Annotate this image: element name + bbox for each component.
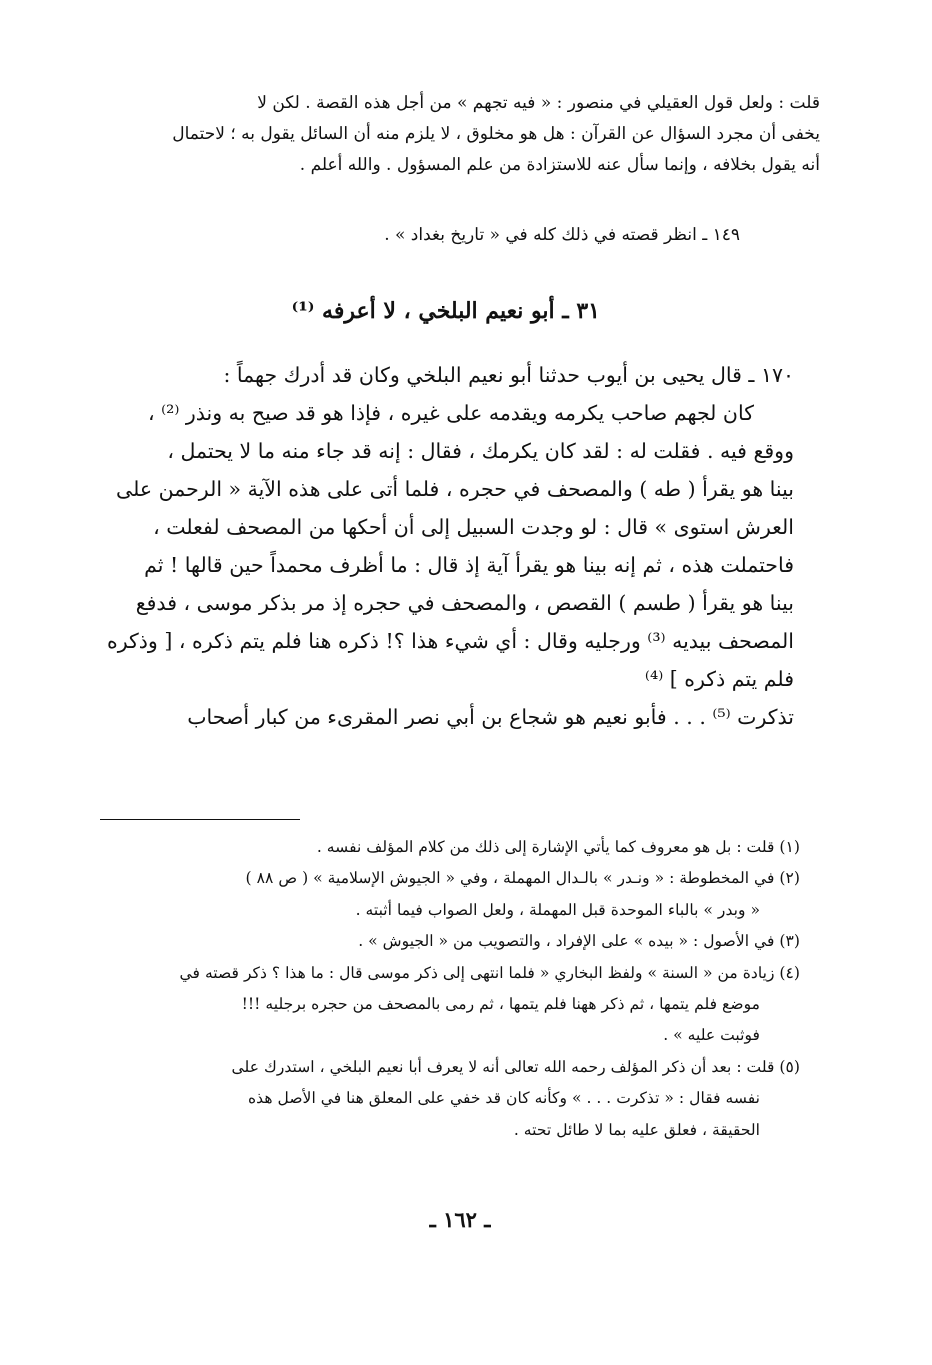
footnote-separator (100, 819, 300, 820)
hadith-line: فلم يتم ذكره ] ⁽⁴⁾ (644, 667, 794, 691)
footnote-5-continued: نفسه فقال : « تذكرت . . . » وكأنه كان قد خفي على المعلق هنا في الأصل هذه (247, 1089, 760, 1108)
note-149-text: ١٤٩ ـ انظر قصته في ذلك كله في « تاريخ بغداد » . (384, 225, 740, 245)
text-line: يخفى أن مجرد السؤال عن القرآن : هل هو مخلوق ، لا يلزم منه أن السائل يقول به ؛ لاحتمال (172, 124, 820, 144)
footnote-3: (٣) في الأصول : « بيده » على الإفراد ، والتصويب من « الجيوش » . (358, 932, 800, 951)
page-number: ـ ١٦٢ ـ (429, 1207, 491, 1232)
hadith-line: المصحف بيديه ⁽³⁾ ورجليه وقال : أي شيء هذا ؟! ذكره هنا فلم يتم ذكره ، [ وذكره (106, 629, 794, 653)
section-heading (100, 294, 600, 328)
footnote-4: (٤) زيادة من « السنة » ولفظ البخاري « فلما انتهى إلى ذكر موسى قال : ما هذا ؟ ذكر قصته في (179, 963, 800, 982)
hadith-line: كان لجهم صاحب يكرمه ويقدمه على غيره ، فإذا هو قد صيح به ونذر ⁽²⁾ ، (147, 401, 754, 425)
hadith-line: فاحتملت هذه ، ثم إنه بينا هو يقرأ آية إذ قال : ما أظرف محمداً حين قالها ! ثم (144, 553, 794, 577)
footnote-1: (١) قلت : بل هو معروف كما يأتي الإشارة إلى ذلك من كلام المؤلف نفسه . (316, 838, 800, 856)
hadith-line: بينا هو يقرأ ( طسم ) القصص ، والمصحف في حجره إذ مر بذكر موسى ، فدفع (135, 591, 794, 615)
top-paragraph (100, 88, 820, 181)
hadith-line: تذكرت ⁽⁵⁾ . . . فأبو نعيم هو شجاع بن أبي نصر المقرىء من كبار أصحاب (187, 705, 794, 729)
hadith-line: بينا هو يقرأ ( طه ) والمصحف في حجره ، فلما أتى على هذه الآية « الرحمن على (116, 477, 794, 501)
footnote-5-continued: الحقيقة ، فعلق عليه بما لا طائل تحته . (513, 1120, 760, 1139)
section-heading-text: ٣١ ـ أبو نعيم البلخي ، لا أعرفه ⁽¹⁾ (291, 298, 600, 324)
hadith-line: ووقع فيه . فقلت له : لقد كان يكرمك ، فقال : إنه قد جاء منه ما لا يحتمل ، (167, 439, 794, 463)
note-149 (100, 222, 740, 248)
hadith-line: ١٧٠ ـ قال يحيى بن أيوب حدثنا أبو نعيم البلخي وكان قد أدرك جهماً : (223, 363, 794, 387)
hadith-paragraph (100, 356, 794, 736)
footnote-2: (٢) في المخطوطة : « ونـدر » بالـدال المهملة ، وفي « الجيوش الإسلامية » ( ص ٨٨ ) (245, 869, 800, 888)
footnote-4-continued: فوثبت عليه » . (663, 1026, 760, 1045)
text-line: قلت : ولعل قول العقيلي في منصور : « فيه تجهم » من أجل هذه القصة . لكن لا (257, 93, 820, 113)
text-line: أنه يقول بخلافه ، وإنما سأل عنه للاستزادة من علم المسؤول . والله أعلم . (299, 155, 820, 175)
footnote-5: (٥) قلت : بعد أن ذكر المؤلف رحمه الله تعالى أنه لا يعرف أبا نعيم البلخي ، استدرك على (231, 1057, 800, 1076)
hadith-line: العرش استوى » قال : لو وجدت السبيل إلى أن أحكها من المصحف لفعلت ، (153, 515, 794, 539)
footnote-2-continued: « وبدر » بالباء الموحدة قبل المهملة ، ولعل الصواب فيما أثبته . (355, 900, 760, 919)
footnote-4-continued: موضع فلم يتمها ، ثم ذكر ههنا فلم يتمها ، ثم رمى بالمصحف من حجره برجليه !!! (241, 995, 760, 1014)
footnotes (100, 832, 800, 1146)
